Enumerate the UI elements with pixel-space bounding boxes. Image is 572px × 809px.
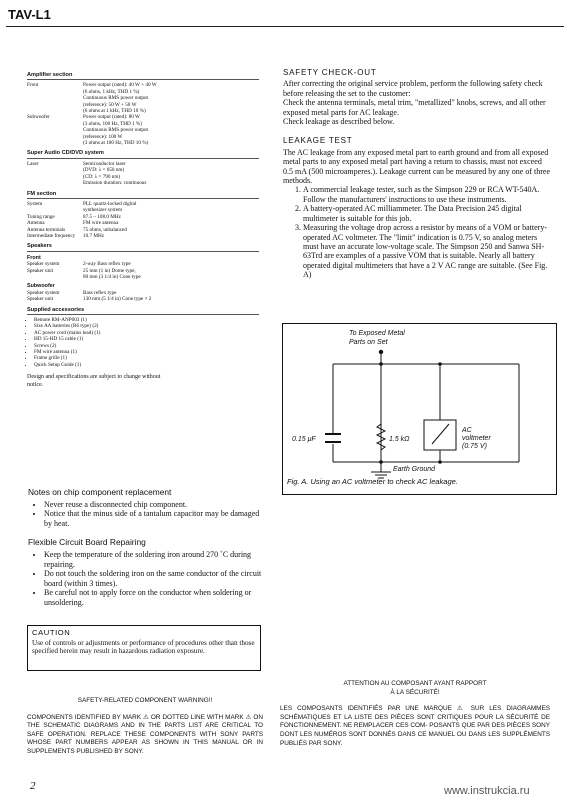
spec-value-line: (6 ohms, 1 kHz, THD 1 %): [83, 88, 140, 95]
fm-rows: [27, 201, 259, 239]
spec-key: Speaker unit: [27, 267, 54, 274]
label-to-exposed-metal: To Exposed Metal: [349, 330, 405, 337]
spec-row-front: Front Power output (rated): 40 W + 40 W (6 ohms, 1 kHz, THD 1 %) Continuous RMS power output (reference): 50 W + 50 W (6 ohms at 1 kHz, THD 10 %): [27, 82, 259, 114]
list-item: • AC power cord (mains lead) (1): [34, 330, 259, 336]
accessories-list: [27, 317, 259, 368]
label-resistor: 1.5 kΩ: [389, 436, 410, 443]
list-item: • Quick Setup Guide (1): [34, 362, 259, 368]
flex-list: [28, 550, 264, 608]
front-speaker-rows: [27, 261, 259, 280]
spec-value-line: (6 ohms at 1 kHz, THD 10 %): [83, 108, 146, 115]
spec-key: Speaker unit: [27, 296, 54, 303]
spec-value-line: (reference): 100 W: [83, 133, 123, 140]
label-parts-on-set: Parts on Set: [349, 339, 388, 346]
spec-value-line: (3 ohms at 100 Hz, THD 10 %): [83, 140, 149, 147]
list-item: • Frame grille (1): [34, 355, 259, 361]
spec-key: Speaker system: [27, 289, 60, 296]
spec-value-line: Emission duration: continuous: [83, 180, 147, 187]
fm-section-title: FM section: [27, 190, 57, 197]
spec-value-line: (DVD: λ = 650 nm): [83, 167, 125, 174]
safety-warning-english: [27, 697, 263, 757]
spec-value-line: Power output (rated): 40 W + 40 W: [83, 82, 157, 89]
front-subtitle: Front: [27, 254, 41, 261]
leakage-method-2: 2. A battery-operated AC milliammeter. The Data Precision 245 digital multimeter is suitable for this job.: [303, 204, 551, 223]
warning-fr-body: LES COMPOSANTS IDENTIFIÉS PAR UNE MARQUE ⚠ SUR LES DIAGRAMMES SCHÉMATIQUES ET LA LISTE DES PIÈCES SONT CRITIQUES POUR LA SÉCURITÉ DE FONCTIONNEMENT. NE REMPLACER CES COM- POSANTS QUE PAR DES PIÈCES SONY DONT LES NUMÉROS SONT DONNÉS DANS CE MANUEL OU DANS LES SUPPLÉMENTS PUBLIÉS PAR SONY.: [280, 705, 550, 747]
spec-row: [27, 201, 259, 214]
warning-fr-title-2: À LA SÉCURITÉ!: [390, 688, 440, 696]
spec-row: [27, 233, 259, 239]
chip-note-2: • Notice that the minus side of a tantalum capacitor may be damaged by heat.: [44, 509, 264, 528]
list-item: • Size AA batteries (R6 type) (2): [34, 323, 259, 329]
leakage-title: LEAKAGE TEST: [283, 136, 353, 146]
flex-note-3: • Be careful not to apply force on the conductor when soldering or unsoldering.: [44, 588, 264, 607]
label-meter-voltmeter: voltmeter: [462, 435, 491, 442]
spec-value-line: Continuous RMS power output: [83, 127, 148, 134]
label-earth-ground: Earth Ground: [393, 466, 436, 473]
spec-value: 2-way Bass reflex type: [83, 261, 131, 268]
safety-para-1: After correcting the original service problem, perform the following safety check before releasing the set to the customer:: [283, 79, 543, 98]
spec-value-line: Continuous RMS power output: [83, 95, 148, 102]
chip-list: [28, 500, 264, 529]
warning-en-title: SAFETY-RELATED COMPONENT WARNING!!: [77, 697, 213, 704]
flex-title: Flexible Circuit Board Repairing: [28, 537, 146, 548]
caution-title: CAUTION: [32, 628, 71, 637]
spec-value-line: (reference): 50 W + 50 W: [83, 101, 137, 108]
safety-column: [283, 68, 551, 280]
caution-box: [27, 625, 261, 671]
subwoofer-subtitle: Subwoofer: [27, 283, 55, 290]
spec-value: FM wire antenna: [83, 220, 119, 227]
spec-row-subwoofer: Subwoofer Power output (rated): 80 W (3 ohms, 100 Hz, THD 1 %) Continuous RMS power output (reference): 100 W (3 ohms at 100 Hz, THD 10 %): [27, 114, 259, 146]
subwoofer-values: [83, 114, 259, 146]
front-values: [83, 82, 259, 114]
safety-para-2: Check the antenna terminals, metal trim, "metallized" knobs, screws, and all other exposed metal parts for AC leakage.: [283, 98, 546, 117]
spec-value-line: (CD: λ = 790 nm): [83, 173, 121, 180]
list-item: • HD 15-HD 15 cable (1): [34, 336, 259, 342]
figure-caption: Fig. A. Using an AC voltmeter to check AC leakage.: [287, 477, 458, 486]
amp-section-title: Amplifier section: [27, 72, 73, 78]
chip-title: Notes on chip component replacement: [28, 487, 172, 497]
sacd-section-title: Super Audio CD/DVD system: [27, 150, 104, 157]
spec-key: Antenna: [27, 220, 45, 227]
list-item: • Remote RM-ANP003 (1): [34, 317, 259, 323]
leakage-method-1: 1. A commercial leakage tester, such as the Simpson 229 or RCA WT-540A. Follow the manufacturers' instructions to use these instruments.: [303, 185, 551, 204]
spec-value: PLL quartz-locked digital synthesizer system: [83, 200, 137, 214]
spec-key: Antenna terminals: [27, 226, 66, 233]
flex-note-2: • Do not touch the soldering iron on the same conductor of the circuit board (within 3 times).: [44, 569, 264, 588]
warning-fr-title-1: ATTENTION AU COMPOSANT AYANT RAPPORT: [343, 680, 487, 687]
spec-value: 87.5 – 108.0 MHz: [83, 213, 121, 220]
spec-key: Tuning range: [27, 213, 55, 220]
page-number: 2: [30, 780, 36, 792]
spec-value: Bass reflex type: [83, 289, 117, 296]
safety-para-3: Check leakage as described below.: [283, 117, 395, 127]
specifications: [27, 68, 259, 389]
repair-notes: [28, 488, 264, 608]
leakage-circuit-diagram: [283, 324, 556, 494]
spec-value: 75 ohms, unbalanced: [83, 226, 127, 233]
header-rule: [6, 26, 564, 27]
spec-value: 10.7 MHz: [83, 232, 105, 239]
spec-key: System: [27, 200, 43, 207]
spec-value: 25 mm (1 in) Dome type, 80 mm (3 1/4 in) Cone type: [83, 267, 141, 280]
chip-note-1: • Never reuse a disconnected chip component.: [44, 500, 264, 510]
list-item: • Screws (2): [34, 343, 259, 349]
spec-note: Design and specifications are subject to change without notice.: [27, 374, 161, 388]
accessories-section-title: Supplied accessories: [27, 306, 85, 313]
flex-note-1: • Keep the temperature of the soldering iron around 270 ˚C during repairing.: [44, 550, 264, 569]
spec-row: [27, 296, 259, 302]
safety-title: SAFETY CHECK-OUT: [283, 68, 377, 77]
model-title: TAV-L1: [8, 7, 51, 22]
spec-value-line: Power output (rated): 80 W: [83, 114, 140, 121]
watermark: www.instrukcia.ru: [444, 785, 530, 797]
spec-value-line: (3 ohms, 100 Hz, THD 1 %): [83, 120, 142, 127]
warning-en-body: COMPONENTS IDENTIFIED BY MARK ⚠ OR DOTTED LINE WITH MARK ⚠ ON THE SCHEMATIC DIAGRAMS AND IN THE PARTS LIST ARE CRITICAL TO SAFE OPERATION. REPLACE THESE COMPONENTS WITH SONY PARTS WHOSE PART NUMBERS APPEAR AS SHOWN IN THIS MANUAL OR IN SUPPLEMENTS PUBLISHED BY SONY.: [27, 713, 263, 755]
leakage-intro: The AC leakage from any exposed metal part to earth ground and from all exposed metal parts to any exposed metal part having a return to chassis, must not exceed 0.5 mA (500 microamperes.). Leakage current can be measured by any one of three methods.: [283, 147, 550, 186]
spec-key: Intermediate frequency: [27, 232, 76, 239]
label-meter-ac: AC: [462, 427, 472, 434]
leakage-method-3: 3. Measuring the voltage drop across a resistor by means of a VOM or battery-operated AC voltmeter. The "limit" indication is 0.75 V, so analog meters must have an accurate low-voltage scale. The Simpson 250 and Sanwa SH-63Trd are examples of a passive VOM that is suitable. Nearly all battery operated digital multimeters that have a 2 V AC range are suitable. (See Fig. A): [303, 223, 551, 279]
label-capacitor: 0.15 μF: [292, 436, 316, 443]
spec-row-laser: Laser Semiconductor laser (DVD: λ = 650 nm) (CD: λ = 790 nm) Emission duration: continuous: [27, 161, 259, 187]
speakers-section-title: Speakers: [27, 243, 52, 250]
list-item: • FM wire antenna (1): [34, 349, 259, 355]
leakage-methods: [283, 185, 551, 279]
spec-value: 130 mm (5 1/4 in) Cone type × 2: [83, 296, 152, 303]
safety-warning-french: [280, 680, 550, 748]
spec-value-line: Semiconductor laser: [83, 160, 126, 167]
caution-body: Use of controls or adjustments or performance of procedures other than those specified herein may result in hazardous radiation exposure.: [32, 638, 255, 656]
spec-row: [27, 268, 259, 281]
spec-key: Speaker system: [27, 261, 60, 268]
label-meter-volts: (0.75 V): [462, 443, 487, 450]
figure-a: [282, 323, 557, 495]
subwoofer-speaker-rows: [27, 290, 259, 303]
